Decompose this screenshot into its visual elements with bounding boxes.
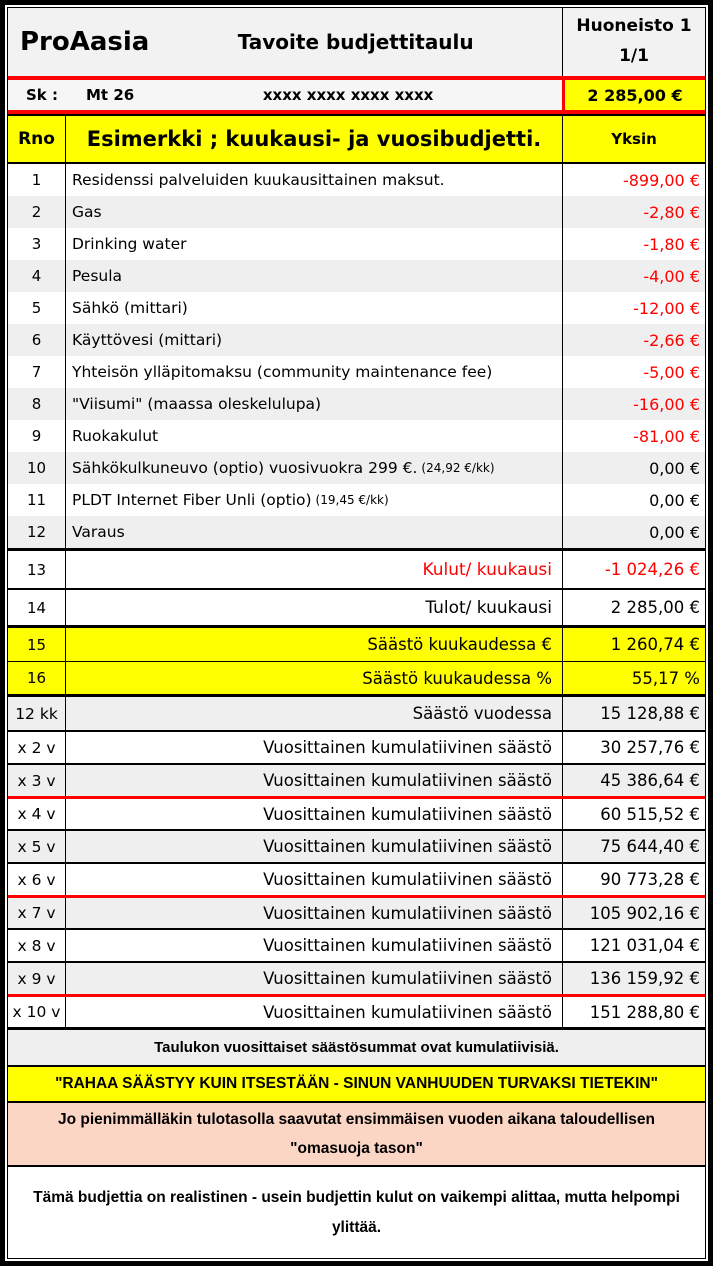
brand-name: ProAasia <box>20 27 150 57</box>
description-text: Sähkö (mittari) <box>72 299 188 317</box>
savings-row <box>8 628 705 661</box>
value-cell: 0,00 € <box>562 452 705 484</box>
account-row <box>8 80 705 110</box>
description-cell <box>65 260 562 292</box>
description-text: "Viisumi" (maassa oleskelulupa) <box>72 395 322 413</box>
column-header-row <box>8 114 705 164</box>
value-cell: -4,00 € <box>562 260 705 292</box>
value-cell: 30 257,76 € <box>562 732 705 763</box>
description-cell <box>65 292 562 324</box>
yearly-row <box>8 730 705 763</box>
savings-quote: "RAHAA SÄÄSTYY KUIN ITSESTÄÄN - SINUN VANHUUDEN TURVAKSI TIETEKIN" <box>8 1065 705 1101</box>
expense-row <box>8 324 705 356</box>
yearly-label-cell: Vuosittainen kumulatiivinen säästö <box>65 997 562 1027</box>
description-text: Sähkökulkuneuvo (optio) vuosivuokra 299 €. <box>72 459 418 477</box>
account-label: Sk : <box>26 86 58 104</box>
benefit-note-line1: Jo pienimmälläkin tulotasolla saavutat ensimmäisen vuoden aikana taloudellisen <box>58 1110 655 1128</box>
monthly-savings-section <box>8 625 705 694</box>
description-text: Käyttövesi (mittari) <box>72 331 223 349</box>
year-multiplier-cell: x 6 v <box>17 870 56 889</box>
account-amount-cell: 2 285,00 € <box>562 80 705 110</box>
savings-label-cell: Säästö kuukaudessa % <box>65 662 562 694</box>
value-cell: 60 515,52 € <box>562 799 705 829</box>
description-text: Drinking water <box>72 235 187 253</box>
yearly-row <box>8 829 705 862</box>
value-cell: 15 128,88 € <box>562 697 705 730</box>
row-number-cell: 1 <box>31 171 42 189</box>
year-multiplier-cell: 12 kk <box>15 704 58 723</box>
row-number-cell: 16 <box>26 669 47 687</box>
row-number-cell: 6 <box>31 331 42 349</box>
description-cell <box>65 420 562 452</box>
header-left <box>8 8 562 76</box>
value-cell: 121 031,04 € <box>562 930 705 961</box>
description-note: (24,92 €/kk) <box>421 461 495 475</box>
sheet-outer-frame <box>5 5 708 1261</box>
row-number-cell: 15 <box>26 635 47 654</box>
year-multiplier-cell: x 5 v <box>17 837 56 856</box>
monthly-summary-section <box>8 548 705 625</box>
row-number-cell: 4 <box>31 267 42 285</box>
value-cell: 0,00 € <box>562 484 705 516</box>
expense-row <box>8 292 705 324</box>
budget-table <box>7 7 706 1259</box>
value-cell: -5,00 € <box>562 356 705 388</box>
yearly-savings-section <box>8 694 705 1027</box>
yearly-row <box>8 862 705 895</box>
value-cell: -1,80 € <box>562 228 705 260</box>
description-text: PLDT Internet Fiber Unli (optio) <box>72 491 312 509</box>
cumulative-note: Taulukon vuosittaiset säästösummat ovat kumulatiivisiä. <box>8 1027 705 1065</box>
description-text: Pesula <box>72 267 123 285</box>
value-cell: 1 260,74 € <box>562 628 705 661</box>
yearly-row <box>8 796 705 829</box>
yearly-label-cell: Vuosittainen kumulatiivinen säästö <box>65 898 562 928</box>
year-multiplier-cell: x 2 v <box>17 738 56 757</box>
unit-cell <box>562 8 705 76</box>
expense-row <box>8 356 705 388</box>
expense-row <box>8 516 705 548</box>
year-multiplier-cell: x 10 v <box>12 1003 61 1021</box>
yearly-row <box>8 928 705 961</box>
unit-name: Huoneisto 1 <box>576 16 692 37</box>
year-multiplier-cell: x 4 v <box>17 805 56 823</box>
expense-row <box>8 164 705 196</box>
savings-row <box>8 661 705 694</box>
description-text: Varaus <box>72 523 125 541</box>
yearly-row <box>8 961 705 994</box>
description-cell <box>65 388 562 420</box>
yearly-label-cell: Vuosittainen kumulatiivinen säästö <box>65 732 562 763</box>
row-number-cell: 7 <box>31 363 42 381</box>
value-cell: 0,00 € <box>562 516 705 548</box>
realism-note <box>8 1165 705 1258</box>
yearly-label-cell: Säästö vuodessa <box>65 697 562 730</box>
year-multiplier-cell: x 3 v <box>17 771 56 790</box>
page-title: Tavoite budjettitaulu <box>237 30 474 54</box>
column-header-value: Yksin <box>562 116 705 162</box>
description-cell <box>65 228 562 260</box>
column-header-description: Esimerkki ; kuukausi- ja vuosibudjetti. <box>65 116 562 162</box>
value-cell: 90 773,28 € <box>562 864 705 895</box>
description-text: Gas <box>72 203 102 221</box>
expense-row <box>8 420 705 452</box>
yearly-label-cell: Vuosittainen kumulatiivinen säästö <box>65 930 562 961</box>
yearly-row <box>8 763 705 796</box>
realism-note-line1: Tämä budjettia on realistinen - usein budjettin kulut on vaikempi alittaa, mutta helpompi <box>33 1189 680 1207</box>
value-cell: -16,00 € <box>562 388 705 420</box>
expense-row <box>8 260 705 292</box>
row-number-cell: 3 <box>31 235 42 253</box>
description-cell <box>65 196 562 228</box>
yearly-row <box>8 697 705 730</box>
summary-row <box>8 551 705 588</box>
description-text: Yhteisön ylläpitomaksu (community maintenance fee) <box>72 363 493 381</box>
summary-label-cell: Kulut/ kuukausi <box>65 551 562 588</box>
benefit-note-line2: "omasuoja tason" <box>290 1140 423 1157</box>
sheet-header <box>8 8 705 76</box>
column-header-rno: Rno <box>18 129 55 149</box>
row-number-cell: 5 <box>31 299 42 317</box>
value-cell: -2,80 € <box>562 196 705 228</box>
value-cell: -81,00 € <box>562 420 705 452</box>
description-cell <box>65 164 562 196</box>
value-cell: 45 386,64 € <box>562 765 705 796</box>
realism-note-line2: ylittää. <box>331 1218 382 1236</box>
expense-rows-section <box>8 164 705 548</box>
expense-row <box>8 196 705 228</box>
benefit-note <box>8 1101 705 1165</box>
expense-row <box>8 484 705 516</box>
value-cell: 151 288,80 € <box>562 997 705 1027</box>
yearly-label-cell: Vuosittainen kumulatiivinen säästö <box>65 799 562 829</box>
row-number-cell: 2 <box>31 203 42 221</box>
row-number-cell: 10 <box>26 459 47 477</box>
row-number-cell: 9 <box>31 427 42 445</box>
yearly-label-cell: Vuosittainen kumulatiivinen säästö <box>65 831 562 862</box>
value-cell: 2 285,00 € <box>562 590 705 625</box>
value-cell: -12,00 € <box>562 292 705 324</box>
yearly-row <box>8 895 705 928</box>
yearly-label-cell: Vuosittainen kumulatiivinen säästö <box>65 963 562 994</box>
row-number-cell: 11 <box>26 491 47 509</box>
summary-label-cell: Tulot/ kuukausi <box>65 590 562 625</box>
unit-page-number: 1/1 <box>619 46 649 66</box>
row-number-cell: 14 <box>26 598 47 617</box>
savings-label-cell: Säästö kuukaudessa € <box>65 628 562 661</box>
description-text: Residenssi palveluiden kuukausittainen maksut. <box>72 171 445 189</box>
description-cell <box>65 484 562 516</box>
masked-account-digits: xxxx xxxx xxxx xxxx <box>262 86 434 104</box>
description-cell <box>65 452 562 484</box>
row-number-cell: 12 <box>26 523 47 541</box>
expense-row <box>8 228 705 260</box>
yearly-label-cell: Vuosittainen kumulatiivinen säästö <box>65 765 562 796</box>
yearly-label-cell: Vuosittainen kumulatiivinen säästö <box>65 864 562 895</box>
description-note: (19,45 €/kk) <box>315 493 389 507</box>
year-multiplier-cell: x 9 v <box>17 969 56 988</box>
description-text: Ruokakulut <box>72 427 159 445</box>
yearly-row <box>8 994 705 1027</box>
value-cell: 75 644,40 € <box>562 831 705 862</box>
expense-row <box>8 452 705 484</box>
year-multiplier-cell: x 8 v <box>17 936 56 955</box>
value-cell: -899,00 € <box>562 164 705 196</box>
description-cell <box>65 356 562 388</box>
summary-row <box>8 588 705 625</box>
account-number: Mt 26 <box>86 86 135 104</box>
expense-row <box>8 388 705 420</box>
value-cell: 55,17 % <box>562 662 705 694</box>
value-cell: 136 159,92 € <box>562 963 705 994</box>
value-cell: -1 024,26 € <box>562 551 705 588</box>
value-cell: -2,66 € <box>562 324 705 356</box>
row-number-cell: 13 <box>26 560 47 579</box>
year-multiplier-cell: x 7 v <box>17 904 56 922</box>
row-number-cell: 8 <box>31 395 42 413</box>
description-cell <box>65 516 562 548</box>
value-cell: 105 902,16 € <box>562 898 705 928</box>
description-cell <box>65 324 562 356</box>
